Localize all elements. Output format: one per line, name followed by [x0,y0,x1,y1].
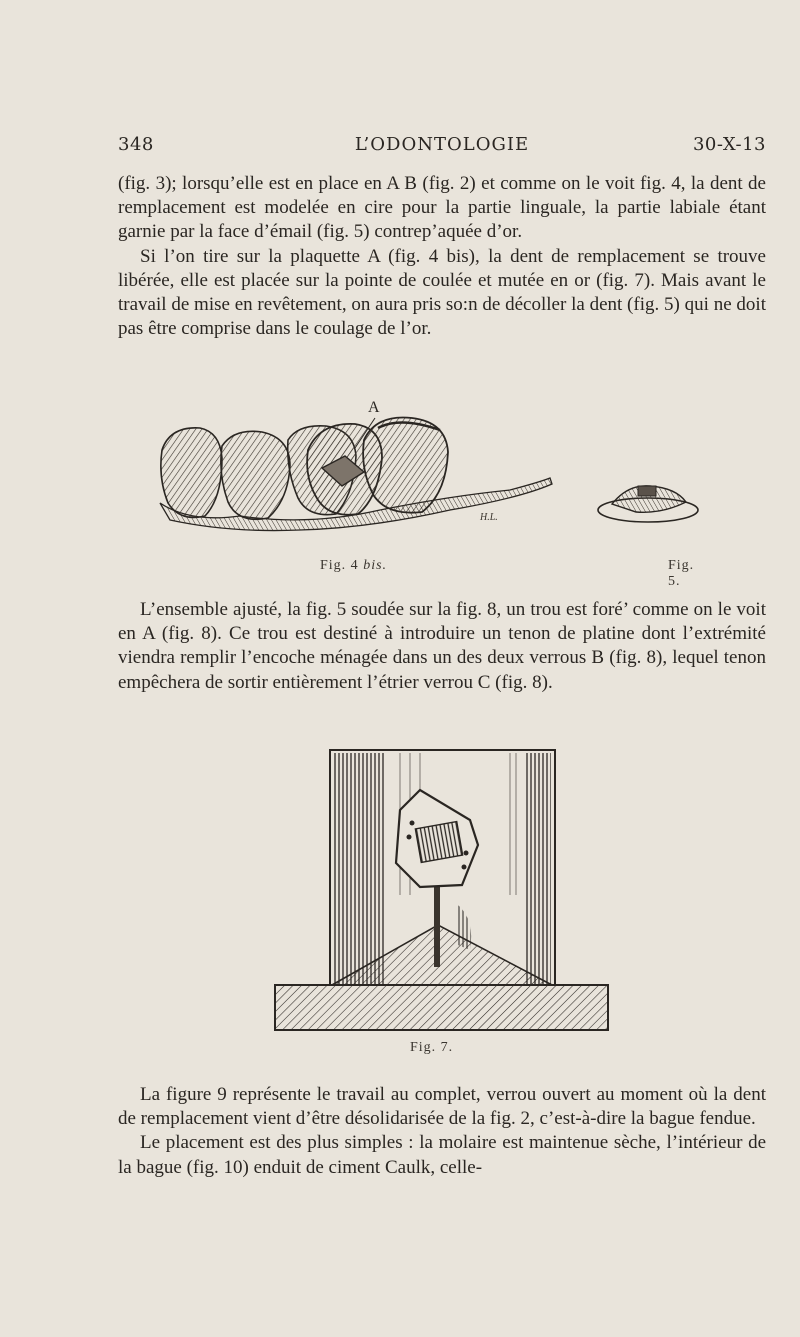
paragraph: Si l’on tire sur la plaquette A (fig. 4 bis), la dent de remplacement se trouve libérée, elle est placée sur la pointe de coulée et mutée en or (fig. 7). Mais avant le travail de mise en revêtement, on aura pris so:n de décoller la dent (fig. 5) qui ne doit pas être comprise dans le coulage de l’or. [118,245,766,340]
casting-illustration [270,745,615,1035]
caption-italic: bis. [363,558,388,573]
running-title: L’ODONTOLOGIE [354,134,530,155]
paragraph: L’ensemble ajusté, la fig. 5 soudée sur la fig. 8, un trou est foré’ comme on le voit en A (fig. 8). Ce trou est destiné à introduire un tenon de platine dont l’extrémité viendra remplir l’encoche ménagée dans un des deux verrous B (fig. 8), lequel tenon empêchera de sortir entièrement l’étrier verrou C (fig. 8). [118,599,766,693]
caption-fig-7: Fig. 7. [410,1040,454,1055]
running-head [118,134,766,160]
paragraph: La figure 9 représente le travail au complet, verrou ouvert au moment où la dent de remplacement vient d’être désolidarisée de la fig. 2, c’est-à-dire la bague fendue. [118,1084,766,1130]
caption-fig-4bis [320,558,387,574]
figure-7 [270,745,615,1060]
paragraph: (fig. 3); lorsqu’elle est en place en A B (fig. 2) et comme on le voit fig. 4, la dent de remplacement est modelée en cire pour la partie linguale, la partie labiale étant garnie par la face d’émail (fig. 5) contrep’aquée d’or. [118,173,766,243]
label-a: A [368,399,380,416]
teeth-illustration [150,398,710,548]
text-block-bottom [118,1083,766,1180]
paragraph: Le placement est des plus simples : la molaire est maintenue sèche, l’intérieur de la bague (fig. 10) enduit de ciment Caulk, celle- [118,1132,766,1178]
issue-date: 30-X-13 [692,134,766,155]
text-block-top [118,172,766,341]
figure-4bis-and-5 [150,398,710,588]
caption-fig-5: Fig. 5. [668,558,695,589]
text-block-middle [118,598,766,695]
engraver-signature: H.L. [480,512,498,523]
page-number: 348 [118,134,154,155]
caption-text: Fig. 4 [320,558,364,573]
